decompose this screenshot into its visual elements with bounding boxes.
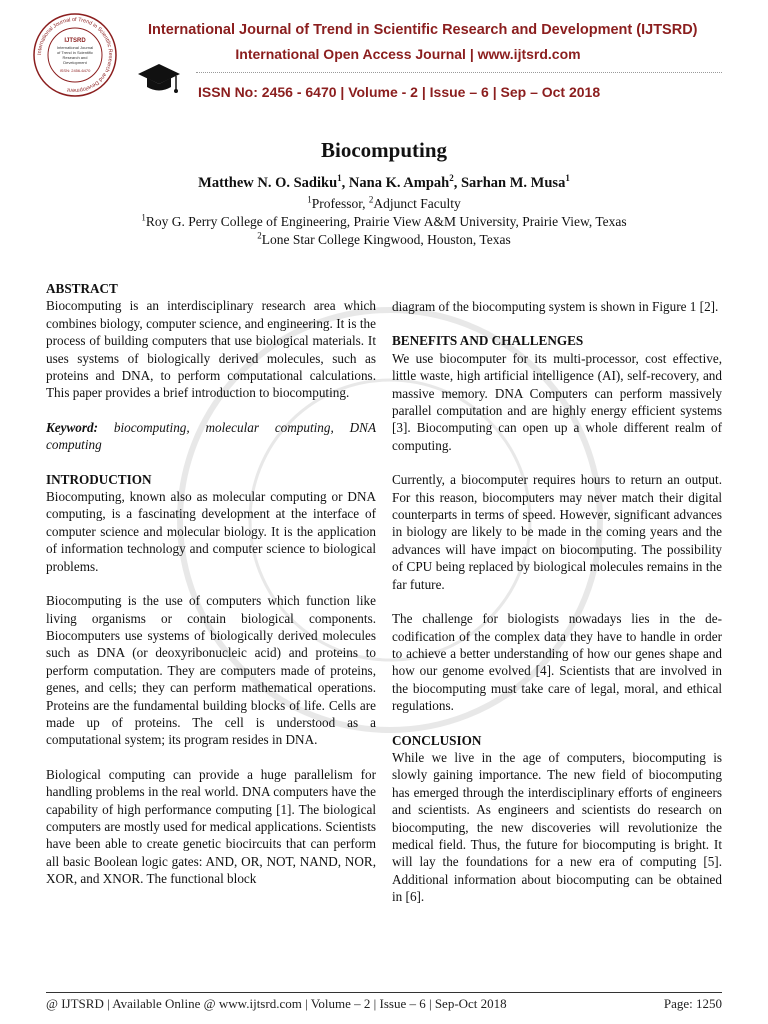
logo-line-4: Research and [62, 55, 88, 60]
author-list: Matthew N. O. Sadiku$^1$, Nana K. Ampah$^2$, Sarhan M. Musa$^1$ [198, 173, 570, 191]
paper-title: Biocomputing [320, 138, 448, 162]
footer-citation: @ IJTSRD | Available Online @ www.ijtsrd.com | Volume – 2 | Issue – 6 | Sep-Oct 2018 [46, 996, 507, 1011]
conclusion-paragraph: While we live in the age of computers, biocomputing is slowly gaining importance. The new field of biocomputing has emerged through the interdisciplinary efforts of engineers and scientists. As engineers and scientists do research on biocomputing, the new discoveries will revolutionize the medical field. Thus, the future for biocomputing is bright. It will lay the foundations for a new era of computing [5]. Additional information about biocomputing can be obtained in [6]. [392, 749, 722, 905]
header-divider [196, 72, 722, 73]
author-name: Matthew N. O. Sadiku [198, 175, 338, 191]
benefits-paragraph-1: We use biocomputer for its multi-processor, cost effective, little waste, high artificial intelligence (AI), self-recovery, and massive memory. DNA Computers can perform massively parallel computation and are highly energy efficient systems [3]. Biocomputing can open up a whole different realm of computing. [392, 350, 722, 453]
intro-paragraph-3: Biological computing can provide a huge parallelism for handling problems in the real world. DNA computers have the capability of high performance computing [1]. The biological computers are mostly used for medical applications. Scientists have been able to create genetic biocircuits that can perform all basic Boolean logic gates: AND, OR, NOT, NAND, NOR, XOR, and XNOR. The functional block [46, 766, 376, 887]
journal-subtitle: International Open Access Journal | www.ijtsrd.com [235, 46, 581, 62]
author-sup: 2 [449, 173, 454, 184]
benefits-heading: BENEFITS AND CHALLENGES [392, 333, 584, 349]
abstract-text: Biocomputing is an interdisciplinary research area which combines biology, computer science, and engineering. It is the process of building computers that use biological materials. It uses systems of biologically derived molecules, such as proteins and DNA, to perform computational calculations. This paper provides a brief introduction to biocomputing. [46, 298, 376, 401]
right-column [392, 298, 722, 923]
issn-line: ISSN No: 2456 - 6470 | Volume - 2 | Issue – 6 | Sep – Oct 2018 [198, 84, 601, 100]
abstract-heading: ABSTRACT [46, 281, 118, 296]
conclusion-heading: CONCLUSION [392, 732, 482, 748]
left-column [46, 280, 376, 905]
intro-paragraph-1: Biocomputing, known also as molecular computing or DNA computing, is a fascinating development at the interface of computer science and molecular biology. It is the application of information technology and computer science to biological problems. [46, 489, 376, 574]
logo-line-5: Development [63, 60, 87, 65]
graduation-cap-icon [136, 60, 182, 98]
intro-paragraph-2: Biocomputing is the use of computers which function like living organisms or contain biological components. Biocomputers use systems of biologically derived molecules such as DNA (or deoxyribonucleic acid) and proteins to perform computation. They are computers made of proteins, genes, and cells; they can perform mathematical operations. Proteins are the fundamental building blocks of life. Cells are made up of proteins. The cell is understood as a computational system; its program resides in DNA. [46, 593, 376, 748]
logo-line-2: International Journal [56, 45, 94, 50]
author-sup: 1 [337, 173, 342, 184]
footer-divider [46, 992, 722, 993]
affiliation-1: $^1$Roy G. Perry College of Engineering, Prairie View A&M University, Prairie View, Texas [141, 212, 627, 229]
journal-header [0, 0, 768, 108]
benefits-paragraph-3: The challenge for biologists nowadays lies in the de-codification of the complex data they have to handle in order to achieve a better understanding of how our genes shape and how our genome evolved [4]. Scientists that are involved in the biocomputing must take care of legal, moral, and ethical regulations. [392, 611, 722, 714]
author-name: Nana K. Ampah [348, 175, 450, 191]
keyword-text: biocomputing, molecular computing, DNA computing [46, 419, 376, 453]
author-sup: 1 [565, 173, 570, 184]
introduction-heading: INTRODUCTION [46, 471, 152, 487]
continued-paragraph: diagram of the biocomputing system is shown in Figure 1 [2]. [392, 299, 719, 314]
journal-title: International Journal of Trend in Scientific Research and Development (IJTSRD) [148, 22, 698, 38]
logo-ring-text: International Journal of Trend in Scientific Research and Development [36, 16, 114, 94]
logo-issn: ISSN: 2456-6470 [59, 68, 91, 73]
page-number: Page: 1250 [663, 996, 722, 1011]
keyword-label: Keyword: [46, 419, 99, 435]
page-footer [46, 996, 722, 1016]
keywords [46, 419, 376, 454]
author-roles: $^1$Professor, $^2$Adjunct Faculty [307, 194, 461, 211]
author-name: Sarhan M. Musa [460, 175, 566, 191]
logo-line-1: IJTSRD [64, 38, 86, 44]
affiliation-2: $^2$Lone Star College Kingwood, Houston, Texas [257, 230, 511, 247]
benefits-paragraph-2: Currently, a biocomputer requires hours to return an output. For this reason, biocomputers may never match their digital counterparts in terms of speed. However, significant advances in biology are likely to be made in the coming years and the advances will have impact on biocomputing. The possibility of CPU being replaced by biological molecules remains in the far future. [392, 472, 722, 592]
logo-line-3: of Trend in Scientific [56, 50, 94, 55]
journal-logo [32, 12, 118, 98]
